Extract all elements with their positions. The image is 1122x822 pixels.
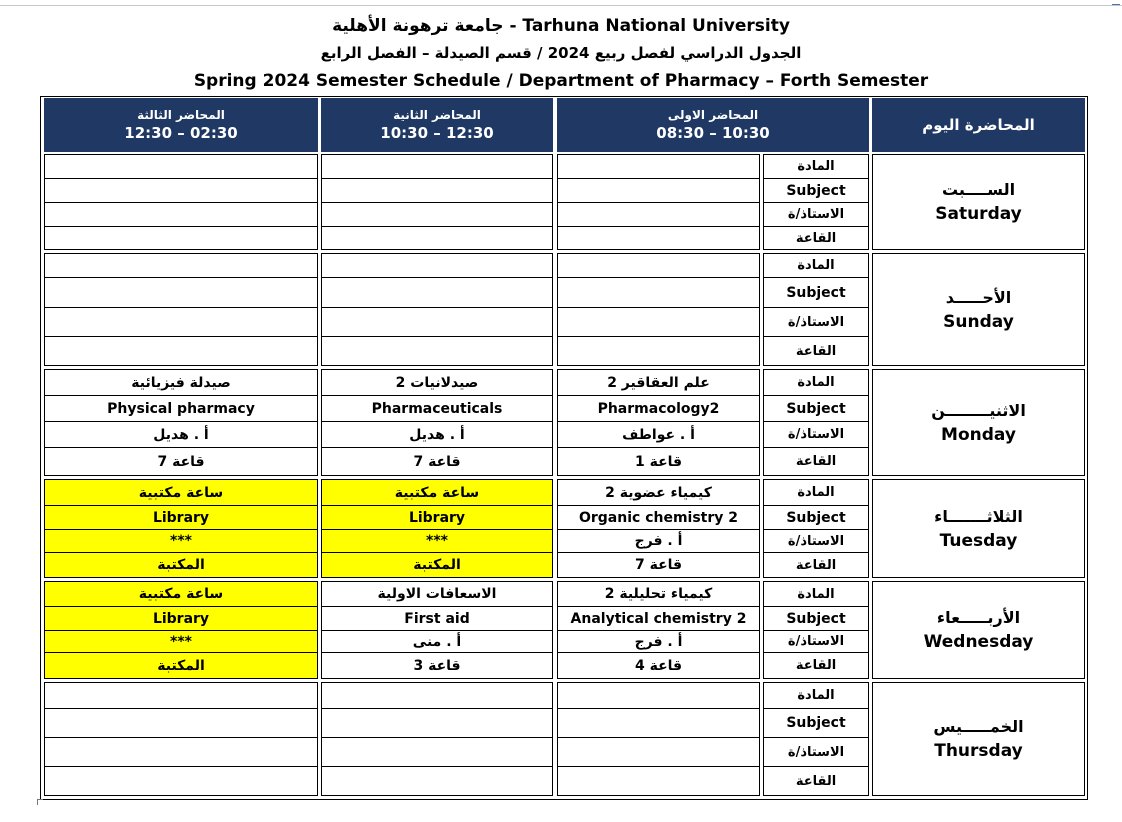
day-wednesday-ar: الأربـــــعاء xyxy=(936,608,1021,627)
label-hall: القاعة xyxy=(795,454,837,469)
label-hall: القاعة xyxy=(795,230,837,246)
wednesday-second-subject-en: First aid xyxy=(322,607,552,631)
saturday-second-subject-en xyxy=(322,179,552,203)
day-sunday xyxy=(872,253,1085,366)
wednesday-second-hall: قاعة 3 xyxy=(413,657,461,674)
wednesday-first-cell xyxy=(557,581,760,679)
thursday-third-teacher xyxy=(45,738,317,767)
wednesday-third-cell xyxy=(44,581,318,679)
thursday-third-hall xyxy=(45,767,317,795)
header-third-lecture xyxy=(44,98,318,152)
tuesday-third-teacher: *** xyxy=(45,530,317,553)
monday-third-hall: قاعة 7 xyxy=(157,453,205,470)
thursday-second-subject-ar xyxy=(322,683,552,709)
wednesday-second-cell xyxy=(321,581,553,679)
monday-first-subject-en: Pharmacology2 xyxy=(558,396,759,422)
saturday-third-hall xyxy=(45,227,317,249)
tuesday-second-teacher: *** xyxy=(322,530,552,553)
wednesday-labels xyxy=(763,581,869,679)
label-subject-ar: المادة xyxy=(764,254,868,278)
label-subject-en: Subject xyxy=(764,607,868,631)
sunday-first-hall xyxy=(558,337,759,365)
thursday-first-subject-ar xyxy=(558,683,759,709)
header-first-lecture xyxy=(557,98,869,152)
day-thursday-en: Thursday xyxy=(934,741,1023,761)
day-tuesday xyxy=(872,479,1085,578)
label-subject-en: Subject xyxy=(764,396,868,422)
page-corner-mark xyxy=(1112,4,1120,5)
sunday-third-subject-en xyxy=(45,278,317,308)
day-wednesday xyxy=(872,581,1085,679)
header-second-title: المحاضر الثانية xyxy=(393,108,481,122)
sunday-first-subject-en xyxy=(558,278,759,308)
thursday-first-cell xyxy=(557,682,760,796)
monday-first-hall: قاعة 1 xyxy=(634,453,683,470)
header-second-time: 10:30 – 12:30 xyxy=(380,124,494,142)
table-corner-marker xyxy=(37,799,43,805)
label-subject-en: Subject xyxy=(764,506,868,530)
tuesday-first-hall: قاعة 7 xyxy=(634,557,683,573)
wednesday-second-teacher: أ . منى xyxy=(322,631,552,653)
sunday-labels xyxy=(763,253,869,366)
monday-second-subject-en: Pharmaceuticals xyxy=(322,396,552,422)
saturday-first-teacher xyxy=(558,203,759,227)
saturday-first-subject-ar xyxy=(558,155,759,179)
day-sunday-ar: الأحـــــد xyxy=(945,287,1012,307)
label-teacher: الاستاذ/ة xyxy=(764,738,868,767)
wednesday-third-subject-en: Library xyxy=(45,607,317,631)
thursday-second-hall xyxy=(322,767,552,795)
day-wednesday-en: Wednesday xyxy=(923,632,1034,652)
day-saturday xyxy=(872,154,1085,250)
monday-second-hall: قاعة 7 xyxy=(413,453,461,470)
sunday-third-cell xyxy=(44,253,318,366)
wednesday-second-subject-ar: الاسعافات الاولية xyxy=(322,582,552,607)
label-subject-en: Subject xyxy=(764,709,868,738)
header-day-lecture xyxy=(872,98,1085,152)
monday-second-teacher: أ . هديل xyxy=(322,422,552,448)
label-teacher: الاستاذ/ة xyxy=(764,422,868,448)
header-day-title: المحاضرة اليوم xyxy=(922,116,1035,134)
monday-labels xyxy=(763,369,869,476)
sunday-second-cell xyxy=(321,253,553,366)
sunday-first-teacher xyxy=(558,308,759,337)
day-sunday-en: Sunday xyxy=(943,311,1014,332)
day-saturday-ar: الســــبت xyxy=(941,180,1016,199)
label-subject-en: Subject xyxy=(764,278,868,308)
schedule-title-english: Spring 2024 Semester Schedule / Department of Pharmacy – Forth Semester xyxy=(193,71,929,91)
monday-second-subject-ar: صيدلانيات 2 xyxy=(322,370,552,396)
header-first-title: المحاضر الاولى xyxy=(667,108,759,122)
thursday-labels xyxy=(763,682,869,796)
header-third-title: المحاضر الثالثة xyxy=(137,108,225,122)
header-first-time: 08:30 – 10:30 xyxy=(656,124,770,142)
tuesday-third-subject-ar: ساعة مكتبية xyxy=(45,480,317,506)
monday-third-cell xyxy=(44,369,318,476)
monday-first-cell xyxy=(557,369,760,476)
day-saturday-en: Saturday xyxy=(935,204,1022,224)
monday-first-teacher: أ . عواطف xyxy=(558,422,759,448)
thursday-third-subject-en xyxy=(45,709,317,738)
thursday-third-cell xyxy=(44,682,318,796)
day-thursday-ar: الخمـــــيس xyxy=(933,717,1024,736)
header-second-lecture xyxy=(321,98,553,152)
label-subject-ar: المادة xyxy=(764,155,868,179)
sunday-second-teacher xyxy=(322,308,552,337)
wednesday-first-teacher: أ . فرج xyxy=(558,631,759,653)
sunday-third-hall xyxy=(45,337,317,365)
tuesday-first-subject-en: Organic chemistry 2 xyxy=(558,506,759,530)
label-subject-en: Subject xyxy=(764,179,868,203)
tuesday-first-subject-ar: كيمياء عضوية 2 xyxy=(558,480,759,506)
thursday-first-subject-en xyxy=(558,709,759,738)
saturday-third-subject-en xyxy=(45,179,317,203)
label-hall: القاعة xyxy=(795,343,837,359)
thursday-second-teacher xyxy=(322,738,552,767)
thursday-third-subject-ar xyxy=(45,683,317,709)
wednesday-third-hall: المكتبة xyxy=(157,657,205,674)
wednesday-third-subject-ar: ساعة مكتبية xyxy=(45,582,317,607)
wednesday-first-hall: قاعة 4 xyxy=(634,657,683,674)
label-subject-ar: المادة xyxy=(764,582,868,607)
wednesday-first-subject-ar: كيمياء تحليلية 2 xyxy=(558,582,759,607)
tuesday-third-cell xyxy=(44,479,318,578)
tuesday-labels xyxy=(763,479,869,578)
saturday-second-cell xyxy=(321,154,553,250)
header-third-time: 12:30 – 02:30 xyxy=(124,124,238,142)
university-title: جامعة ترهونة الأهلية - Tarhuna National University xyxy=(332,16,790,36)
day-monday-en: Monday xyxy=(941,424,1016,445)
thursday-first-teacher xyxy=(558,738,759,767)
wednesday-first-subject-en: Analytical chemistry 2 xyxy=(558,607,759,631)
saturday-first-subject-en xyxy=(558,179,759,203)
saturday-second-subject-ar xyxy=(322,155,552,179)
saturday-second-teacher xyxy=(322,203,552,227)
day-tuesday-en: Tuesday xyxy=(939,530,1018,551)
sunday-first-cell xyxy=(557,253,760,366)
sunday-second-subject-ar xyxy=(322,254,552,278)
monday-second-cell xyxy=(321,369,553,476)
tuesday-second-subject-en: Library xyxy=(322,506,552,530)
label-hall: القاعة xyxy=(795,557,837,573)
saturday-labels xyxy=(763,154,869,250)
monday-third-subject-ar: صيدلة فيزيائية xyxy=(45,370,317,396)
saturday-first-cell xyxy=(557,154,760,250)
tuesday-second-subject-ar: ساعة مكتبية xyxy=(322,480,552,506)
tuesday-first-cell xyxy=(557,479,760,578)
saturday-second-hall xyxy=(322,227,552,249)
day-monday xyxy=(872,369,1085,476)
day-tuesday-ar: الثلاثـــــــاء xyxy=(934,506,1023,526)
sunday-third-teacher xyxy=(45,308,317,337)
label-teacher: الاستاذ/ة xyxy=(764,631,868,653)
page-top-rule xyxy=(0,5,1122,6)
saturday-third-cell xyxy=(44,154,318,250)
saturday-third-subject-ar xyxy=(45,155,317,179)
thursday-second-subject-en xyxy=(322,709,552,738)
tuesday-third-hall: المكتبة xyxy=(157,557,205,573)
label-subject-ar: المادة xyxy=(764,370,868,396)
tuesday-third-subject-en: Library xyxy=(45,506,317,530)
day-monday-ar: الاثنيــــــــن xyxy=(931,400,1026,420)
tuesday-first-teacher: أ . فرج xyxy=(558,530,759,553)
sunday-second-hall xyxy=(322,337,552,365)
tuesday-second-cell xyxy=(321,479,553,578)
thursday-second-cell xyxy=(321,682,553,796)
saturday-first-hall xyxy=(558,227,759,249)
label-subject-ar: المادة xyxy=(764,480,868,506)
day-thursday xyxy=(872,682,1085,796)
saturday-third-teacher xyxy=(45,203,317,227)
sunday-second-subject-en xyxy=(322,278,552,308)
sunday-first-subject-ar xyxy=(558,254,759,278)
label-teacher: الاستاذ/ة xyxy=(764,530,868,553)
wednesday-third-teacher: *** xyxy=(45,631,317,653)
monday-third-subject-en: Physical pharmacy xyxy=(45,396,317,422)
label-teacher: الاستاذ/ة xyxy=(764,308,868,337)
label-subject-ar: المادة xyxy=(764,683,868,709)
schedule-title-arabic: الجدول الدراسي لفصل ربيع 2024 / قسم الصيدلة – الفصل الرابع xyxy=(320,44,802,62)
sunday-third-subject-ar xyxy=(45,254,317,278)
monday-first-subject-ar: علم العقاقير 2 xyxy=(558,370,759,396)
thursday-first-hall xyxy=(558,767,759,795)
label-hall: القاعة xyxy=(795,773,837,789)
monday-third-teacher: أ . هديل xyxy=(45,422,317,448)
tuesday-second-hall: المكتبة xyxy=(413,557,461,573)
label-teacher: الاستاذ/ة xyxy=(764,203,868,227)
label-hall: القاعة xyxy=(795,658,837,673)
